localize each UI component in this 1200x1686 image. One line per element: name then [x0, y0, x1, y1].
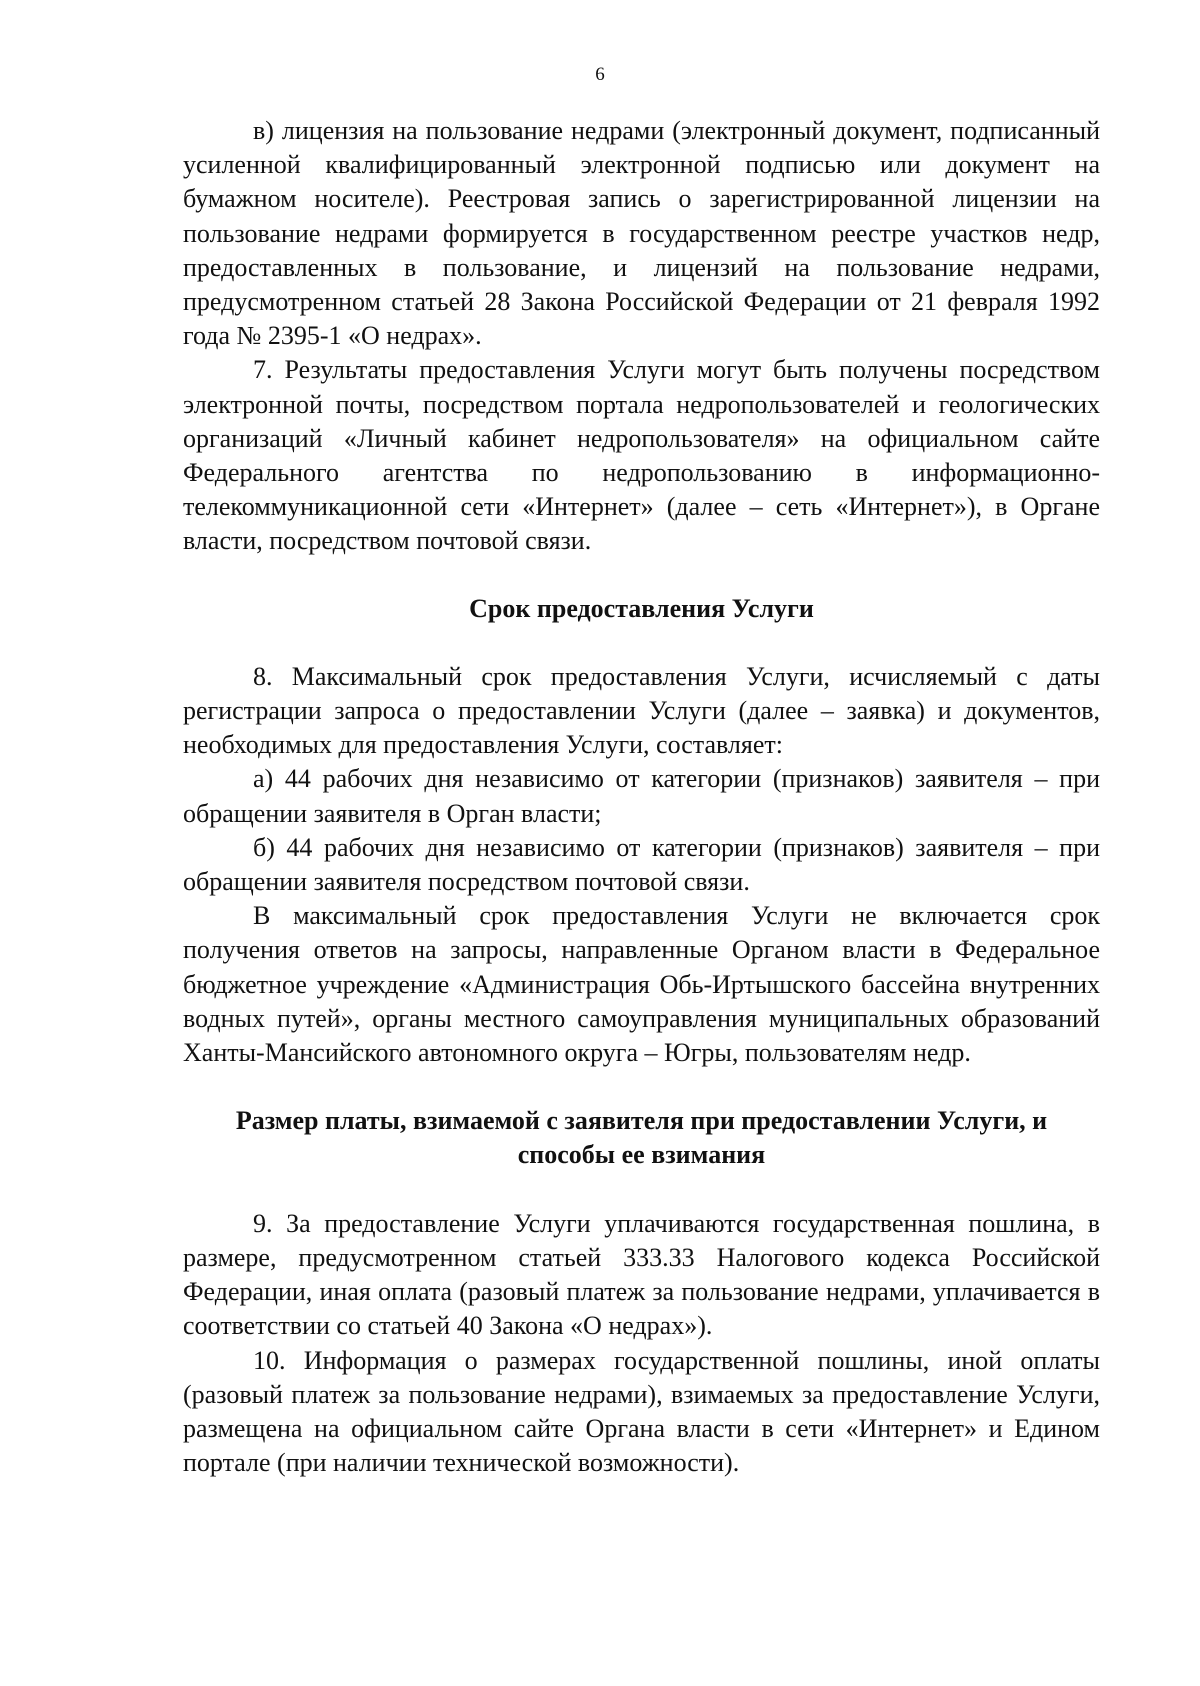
paragraph-license: в) лицензия на пользование недрами (электронный документ, подписанный усиленной квалифицированный электронной подписью или документ на бумажном носителе). Реестровая запись о зарегистрированной лицензии на пользование недрами формируется в государственном реестре участков недр, предоставленных в пользование, и лицензий на пользование недрами, предусмотренном статьей 28 Закона Российской Федерации от 21 февраля 1992 года № 2395-1 «О недрах».: [183, 116, 1100, 351]
paragraph-7: 7. Результаты предоставления Услуги могут быть получены посредством электронной почты, посредством портала недропользователей и геологических организаций «Личный кабинет недропользователя» на официальном сайте Федерального агентства по недропользованию в информационно-телекоммуникационной сети «Интернет» (далее – сеть «Интернет»), в Органе власти, посредством почтовой связи.: [183, 355, 1100, 556]
paragraph-8b: б) 44 рабочих дня независимо от категории (признаков) заявителя – при обращении заявителя посредством почтовой связи.: [183, 832, 1100, 897]
document-body: [183, 114, 1100, 1480]
paragraph-8: 8. Максимальный срок предоставления Услуги, исчисляемый с даты регистрации запроса о предоставлении Услуги (далее – заявка) и документов, необходимых для предоставления Услуги, составляет:: [183, 661, 1100, 760]
paragraph-10: 10. Информация о размерах государственной пошлины, иной оплаты (разовый платеж за пользование недрами), взимаемых за предоставление Услуги, размещена на официальном сайте Органа власти в сети «Интернет» и Едином портале (при наличии технической возможности).: [183, 1345, 1100, 1478]
heading-service-term: Срок предоставления Услуги: [469, 593, 814, 623]
paragraph-8c: В максимальный срок предоставления Услуги не включается срок получения ответов на запросы, направленные Органом власти в Федеральное бюджетное учреждение «Администрация Обь-Иртышского бассейна внутренних водных путей», органы местного самоуправления муниципальных образований Ханты-Мансийского автономного округа – Югры, пользователям недр.: [183, 901, 1100, 1068]
heading-fee: [183, 1104, 1100, 1172]
page-number: 6: [595, 64, 605, 85]
paragraph-8a: а) 44 рабочих дня независимо от категории (признаков) заявителя – при обращении заявителя в Орган власти;: [183, 764, 1100, 828]
heading-fee-line-1: Размер платы, взимаемой с заявителя при предоставлении Услуги, и: [235, 1106, 1048, 1136]
paragraph-9: 9. За предоставление Услуги уплачиваются государственная пошлина, в размере, предусмотренном статьей 333.33 Налогового кодекса Российской Федерации, иная оплата (разовый платеж за пользование недрами, уплачивается в соответствии со статьей 40 Закона «О недрах»).: [183, 1208, 1100, 1341]
heading-fee-line-2: способы ее взимания: [517, 1140, 766, 1170]
